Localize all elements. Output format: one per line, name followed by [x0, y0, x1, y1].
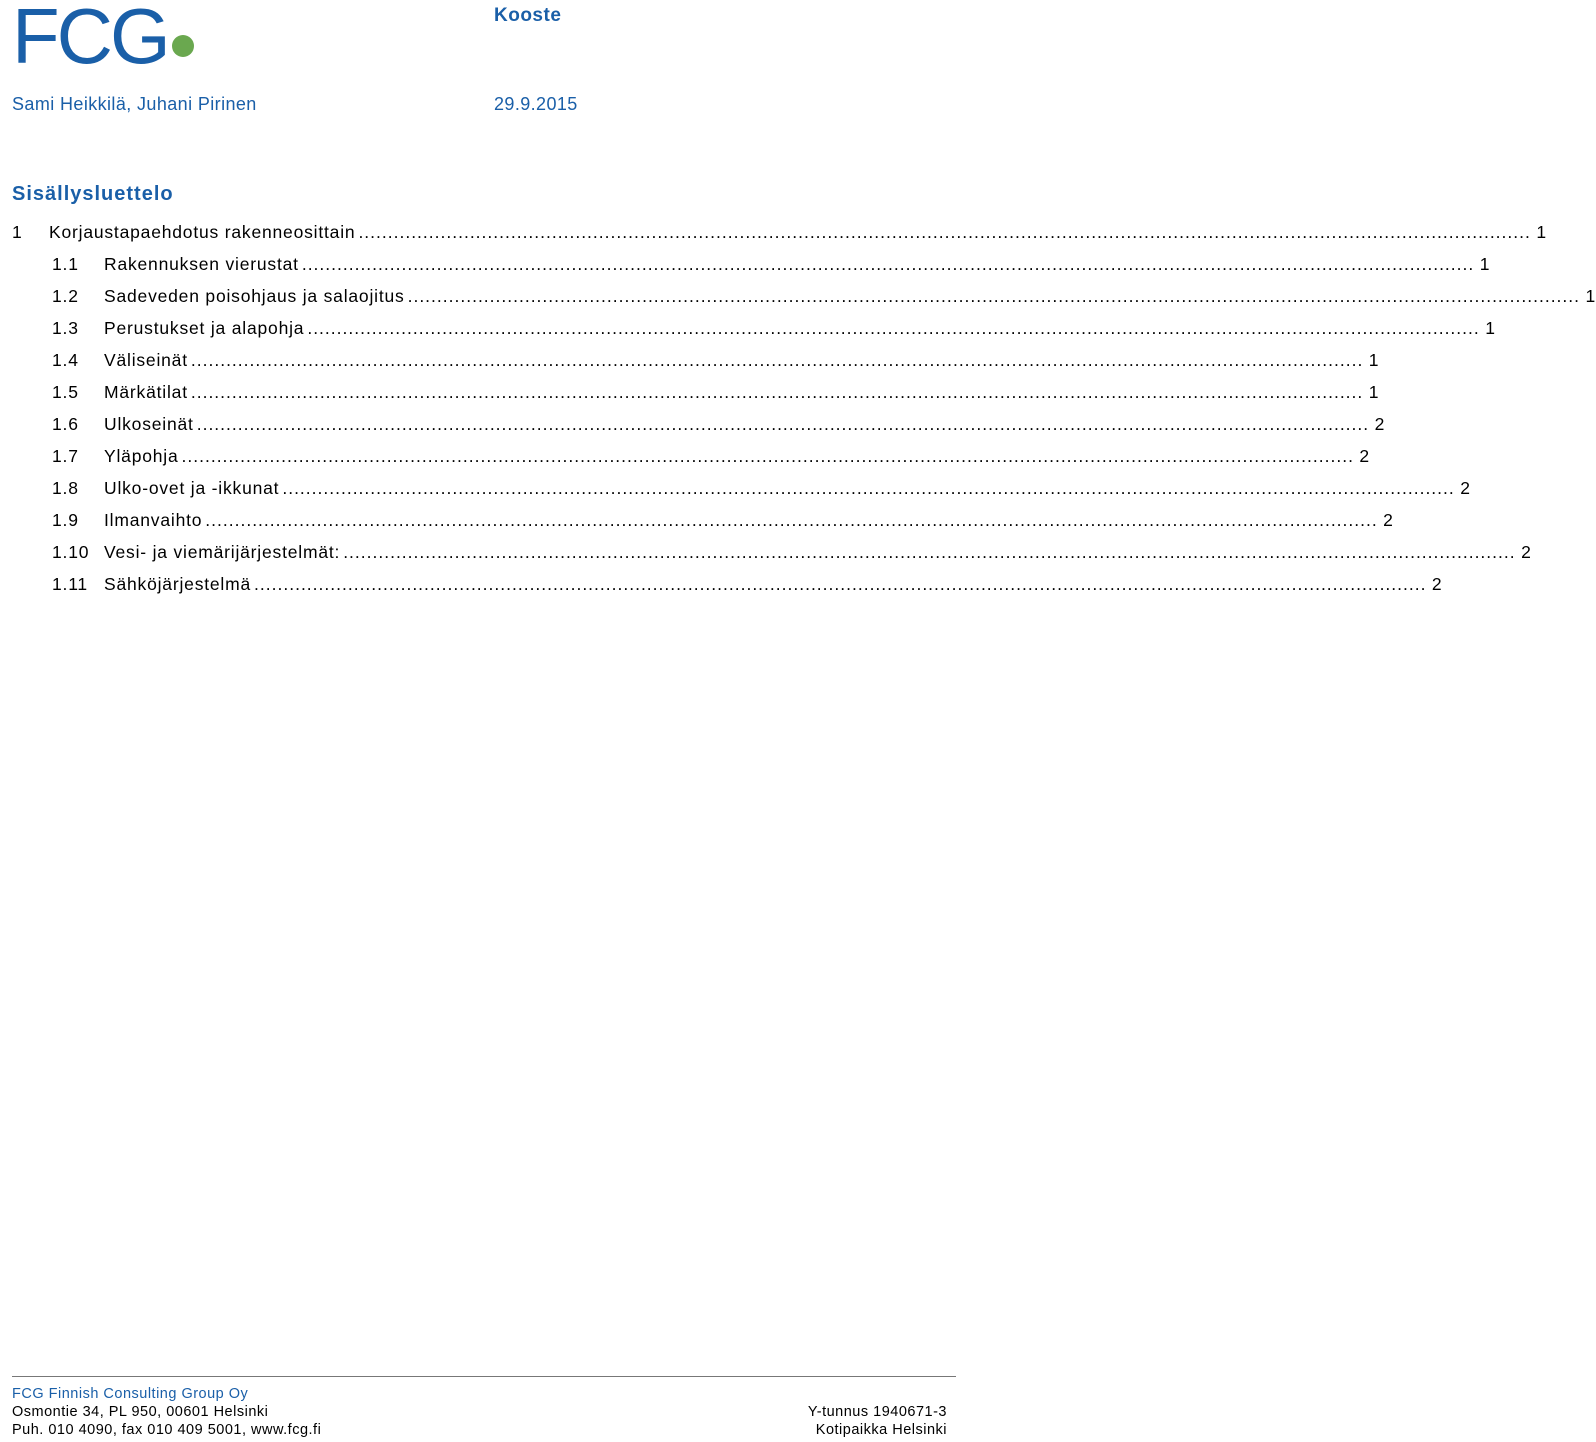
footer-domicile: Kotipaikka Helsinki	[815, 1422, 947, 1438]
toc-entry-title: Ilmanvaihto	[104, 510, 203, 530]
toc-entry-page: 2	[1374, 414, 1386, 434]
toc-entry-number: 1.9	[52, 510, 79, 530]
toc-leader-dots: ........................................................................................................................................................................................................	[343, 542, 1516, 562]
document-authors: Sami Heikkilä, Juhani Pirinen	[12, 94, 257, 114]
footer-divider	[12, 1376, 956, 1377]
toc-leader-dots: ........................................................................................................................................................................................................	[190, 350, 1364, 370]
toc-entry[interactable]	[12, 574, 1443, 606]
toc-entry-title: Vesi- ja viemärijärjestelmät:	[104, 542, 341, 562]
toc-leader-dots: ........................................................................................................................................................................................................	[282, 478, 1455, 498]
toc-entry[interactable]	[12, 478, 1471, 510]
document-date: 29.9.2015	[494, 94, 578, 114]
toc-entry-title: Ulko-ovet ja -ikkunat	[104, 478, 280, 498]
document-title: Kooste	[494, 5, 562, 26]
toc-entry-number: 1.3	[52, 318, 79, 338]
toc-entry-page: 2	[1431, 574, 1443, 594]
toc-heading: Sisällysluettelo	[12, 183, 174, 205]
toc-entry-title: Rakennuksen vierustat	[104, 254, 299, 274]
toc-entry-number: 1.10	[52, 542, 90, 562]
toc-entry-title: Väliseinät	[104, 350, 188, 370]
toc-entry-number: 1.7	[52, 446, 79, 466]
fcg-logo	[12, 0, 202, 80]
page-footer	[12, 1386, 947, 1440]
toc-entry[interactable]	[12, 254, 1491, 286]
toc-entry-page: 2	[1383, 510, 1394, 530]
toc-entry-page: 1	[1368, 350, 1380, 370]
toc-entry[interactable]	[12, 222, 1547, 254]
toc-entry-number: 1.6	[52, 414, 79, 434]
toc-entry-page: 1	[1536, 222, 1547, 242]
toc-entry-title: Sadeveden poisohjaus ja salaojitus	[104, 286, 405, 306]
toc-entry-number: 1.4	[52, 350, 79, 370]
toc-leader-dots: ........................................................................................................................................................................................................	[205, 510, 1378, 530]
toc-entry-page: 1	[1585, 286, 1596, 306]
toc-entry-number: 1.1	[52, 254, 79, 274]
toc-entry-title: Sähköjärjestelmä	[104, 574, 252, 594]
toc-entry-number: 1.11	[52, 574, 88, 594]
toc-entry[interactable]	[12, 350, 1380, 382]
toc-entry[interactable]	[12, 446, 1370, 478]
toc-leader-dots: ........................................................................................................................................................................................................	[407, 286, 1581, 306]
footer-address: Osmontie 34, PL 950, 00601 Helsinki	[12, 1404, 269, 1420]
toc-entry[interactable]	[12, 318, 1496, 350]
toc-entry-number: 1.8	[52, 478, 79, 498]
toc-leader-dots: ........................................................................................................................................................................................................	[358, 222, 1531, 242]
toc-leader-dots: ........................................................................................................................................................................................................	[196, 414, 1370, 434]
toc-entry-page: 2	[1521, 542, 1532, 562]
footer-business-id: Y-tunnus 1940671-3	[807, 1404, 947, 1420]
toc-entry-page: 2	[1359, 446, 1370, 466]
toc-leader-dots: ........................................................................................................................................................................................................	[307, 318, 1480, 338]
toc-entry[interactable]	[12, 414, 1386, 446]
toc-leader-dots: ........................................................................................................................................................................................................	[181, 446, 1354, 466]
toc-entry[interactable]	[12, 382, 1380, 414]
toc-leader-dots: ........................................................................................................................................................................................................	[301, 254, 1475, 274]
toc-entry-page: 1	[1368, 382, 1380, 402]
table-of-contents	[12, 222, 1596, 606]
toc-entry-number: 1.2	[52, 286, 79, 306]
footer-company: FCG Finnish Consulting Group Oy	[12, 1386, 249, 1402]
toc-entry-number: 1	[12, 222, 23, 242]
toc-entry-title: Korjaustapaehdotus rakenneosittain	[49, 222, 356, 242]
toc-entry[interactable]	[12, 286, 1596, 318]
toc-entry-page: 1	[1479, 254, 1491, 274]
toc-entry-title: Yläpohja	[104, 446, 179, 466]
footer-contact: Puh. 010 4090, fax 010 409 5001, www.fcg.fi	[12, 1422, 322, 1438]
toc-entry-number: 1.5	[52, 382, 79, 402]
logo-wordmark: FCG	[12, 0, 168, 80]
toc-entry-title: Perustukset ja alapohja	[104, 318, 305, 338]
toc-entry-page: 2	[1460, 478, 1471, 498]
toc-entry[interactable]	[12, 542, 1532, 574]
toc-leader-dots: ........................................................................................................................................................................................................	[190, 382, 1364, 402]
toc-entry-page: 1	[1485, 318, 1496, 338]
toc-entry-title: Märkätilat	[104, 382, 188, 402]
logo-green-dot	[172, 35, 194, 57]
toc-entry[interactable]	[12, 510, 1394, 542]
toc-entry-title: Ulkoseinät	[104, 414, 194, 434]
toc-leader-dots: ........................................................................................................................................................................................................	[254, 574, 1427, 594]
